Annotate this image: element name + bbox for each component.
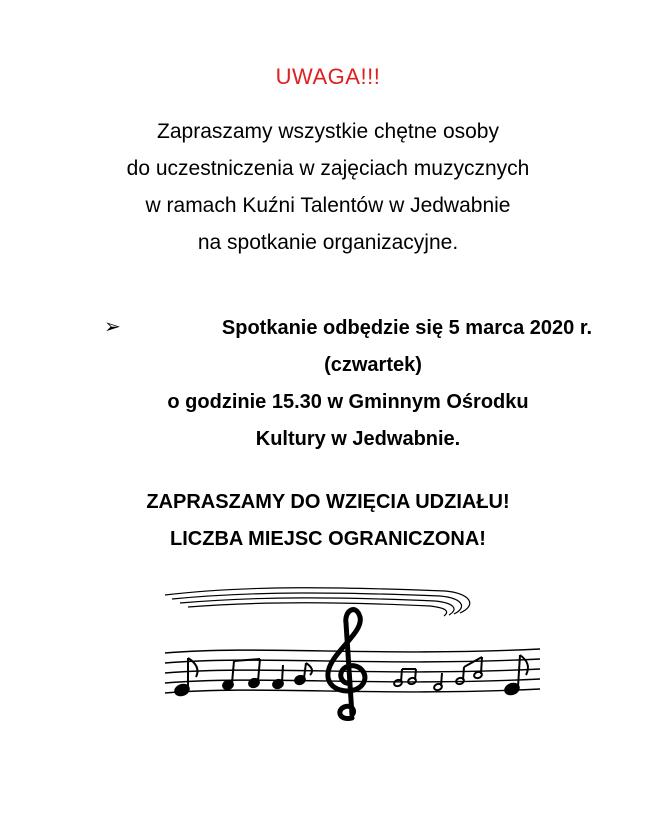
callout-line-2: LICZBA MIEJSC OGRANICZONA! xyxy=(170,528,486,550)
details-line-3: o godzinie 15.30 w Gminnym Ośrodku xyxy=(167,391,529,413)
details-line-2: (czwartek) xyxy=(324,354,422,376)
details-line-4: Kultury w Jedwabnie. xyxy=(255,428,461,450)
heading-uwaga: UWAGA!!! xyxy=(275,64,381,89)
intro-text xyxy=(0,113,656,261)
meeting-details xyxy=(90,310,656,458)
intro-line-1: Zapraszamy wszystkie chętne osoby xyxy=(157,120,499,143)
details-line-1: Spotkanie odbędzie się 5 marca 2020 r. xyxy=(221,317,593,339)
music-staff-treble-clef-icon xyxy=(160,583,546,728)
arrow-bullet-icon: ➢ xyxy=(104,316,121,338)
intro-line-2: do uczestniczenia w zajęciach muzycznych xyxy=(126,157,530,180)
intro-line-3: w ramach Kuźni Talentów w Jedwabnie xyxy=(145,194,511,217)
intro-line-4: na spotkanie organizacyjne. xyxy=(197,231,459,254)
callout-text xyxy=(0,484,656,558)
callout-line-1: ZAPRASZAMY DO WZIĘCIA UDZIAŁU! xyxy=(146,491,510,513)
